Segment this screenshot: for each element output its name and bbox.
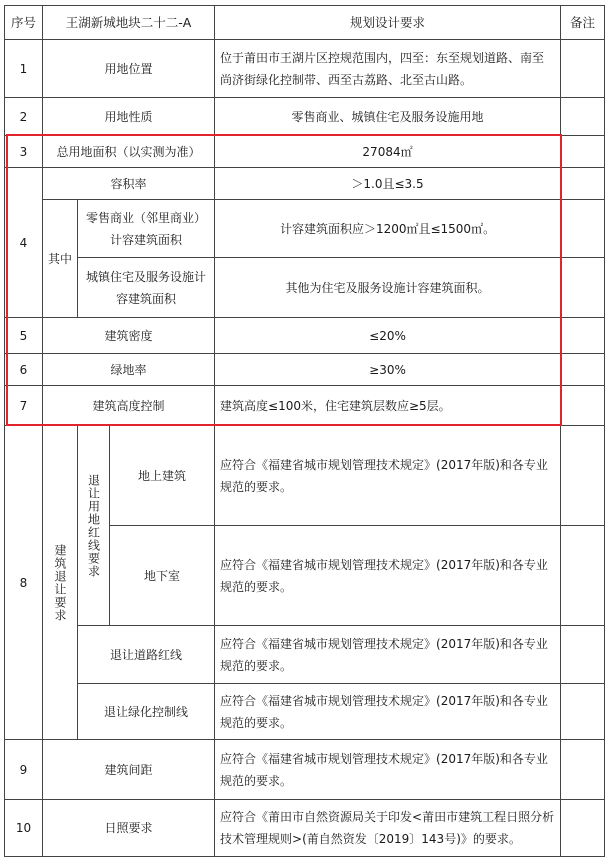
table-row — [5, 258, 605, 318]
row-value: 应符合《莆田市自然资源局关于印发<莆田市建筑工程日照分析技术管理规则>(莆自然资发〔2019〕143号)》的要求。 — [215, 800, 561, 857]
table-row — [5, 40, 605, 98]
row-value: 27084㎡ — [215, 136, 561, 168]
row-note — [561, 800, 605, 857]
row-label: 退让道路红线 — [78, 626, 215, 684]
group-label: 建筑退让要求 — [53, 543, 67, 622]
group-label: 其中 — [43, 200, 78, 318]
table-row — [5, 740, 605, 800]
table-row — [5, 318, 605, 354]
row-label: 用地位置 — [43, 40, 215, 98]
table-row — [5, 426, 605, 526]
table-row — [5, 200, 605, 258]
header-requirement: 规划设计要求 — [215, 6, 561, 40]
row-label: 城镇住宅及服务设施计容建筑面积 — [78, 258, 215, 318]
row-note — [561, 136, 605, 168]
row-no: 2 — [5, 98, 43, 136]
row-note — [561, 98, 605, 136]
subgroup-label: 退让用地红线要求 — [86, 473, 101, 578]
row-note — [561, 40, 605, 98]
row-note — [561, 684, 605, 740]
row-value: 零售商业、城镇住宅及服务设施用地 — [215, 98, 561, 136]
row-label: 地上建筑 — [110, 426, 215, 526]
row-value: 计容建筑面积应＞1200㎡且≤1500㎡。 — [215, 200, 561, 258]
row-label: 地下室 — [110, 526, 215, 626]
row-no: 7 — [5, 386, 43, 426]
row-value: 应符合《福建省城市规划管理技术规定》(2017年版)和各专业规范的要求。 — [215, 740, 561, 800]
row-label: 绿地率 — [43, 354, 215, 386]
row-note — [561, 426, 605, 526]
table-row — [5, 136, 605, 168]
row-note — [561, 740, 605, 800]
row-value: ≤20% — [215, 318, 561, 354]
group-label-cell — [43, 426, 78, 740]
header-no: 序号 — [5, 6, 43, 40]
row-label: 用地性质 — [43, 98, 215, 136]
table-row — [5, 98, 605, 136]
row-no: 1 — [5, 40, 43, 98]
row-label: 建筑间距 — [43, 740, 215, 800]
row-value: 应符合《福建省城市规划管理技术规定》(2017年版)和各专业规范的要求。 — [215, 684, 561, 740]
row-note — [561, 318, 605, 354]
row-note — [561, 626, 605, 684]
planning-requirements-table — [4, 5, 605, 857]
row-value: ≥30% — [215, 354, 561, 386]
header-row — [5, 6, 605, 40]
row-note — [561, 200, 605, 258]
row-note — [561, 354, 605, 386]
table-row — [5, 168, 605, 200]
row-label: 退让绿化控制线 — [78, 684, 215, 740]
row-label: 总用地面积（以实测为准） — [43, 136, 215, 168]
row-note — [561, 386, 605, 426]
row-value: 应符合《福建省城市规划管理技术规定》(2017年版)和各专业规范的要求。 — [215, 626, 561, 684]
header-note: 备注 — [561, 6, 605, 40]
row-label: 建筑高度控制 — [43, 386, 215, 426]
row-value: 应符合《福建省城市规划管理技术规定》(2017年版)和各专业规范的要求。 — [215, 526, 561, 626]
row-note — [561, 258, 605, 318]
row-no: 9 — [5, 740, 43, 800]
row-note — [561, 526, 605, 626]
row-value: ＞1.0且≤3.5 — [215, 168, 561, 200]
row-note — [561, 168, 605, 200]
row-value: 其他为住宅及服务设施计容建筑面积。 — [215, 258, 561, 318]
row-no: 4 — [5, 168, 43, 318]
table-row — [5, 626, 605, 684]
row-no: 5 — [5, 318, 43, 354]
row-label: 建筑密度 — [43, 318, 215, 354]
row-value: 位于莆田市王湖片区控规范围内，四至：东至规划道路、南至尚济街绿化控制带、西至古荔路、北至古山路。 — [215, 40, 561, 98]
row-no: 8 — [5, 426, 43, 740]
row-value: 建筑高度≤100米，住宅建筑层数应≥5层。 — [215, 386, 561, 426]
table-row — [5, 684, 605, 740]
row-label: 零售商业（邻里商业）计容建筑面积 — [78, 200, 215, 258]
subgroup-label-cell — [78, 426, 110, 626]
row-no: 6 — [5, 354, 43, 386]
row-no: 10 — [5, 800, 43, 857]
row-label: 容积率 — [43, 168, 215, 200]
table-row — [5, 354, 605, 386]
row-value: 应符合《福建省城市规划管理技术规定》(2017年版)和各专业规范的要求。 — [215, 426, 561, 526]
row-label: 日照要求 — [43, 800, 215, 857]
row-no: 3 — [5, 136, 43, 168]
header-item: 王湖新城地块二十二-A — [43, 6, 215, 40]
table-row — [5, 386, 605, 426]
table-row — [5, 800, 605, 857]
